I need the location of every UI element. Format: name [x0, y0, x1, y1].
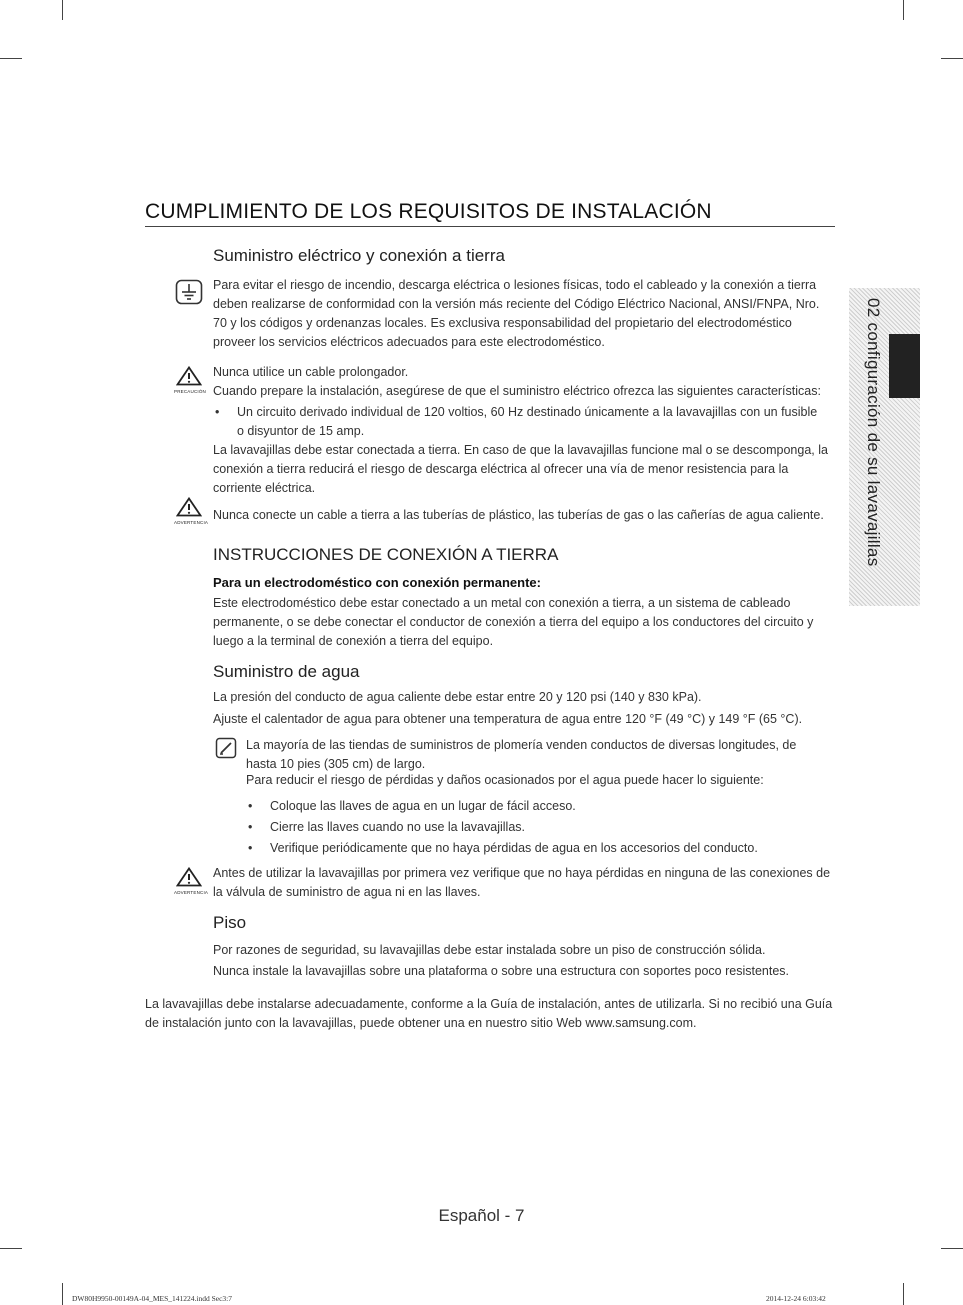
note-text-1: La mayoría de las tiendas de suministros de plomería venden conductos de diversas longitudes, de hasta 10 pies (305 cm) de largo. [246, 738, 797, 771]
section-heading-electrical: Suministro eléctrico y conexión a tierra [213, 246, 505, 265]
warning-triangle-icon [176, 497, 202, 517]
page-number: Español - 7 [438, 1206, 525, 1225]
chapter-tab-label: 02 configuración de su lavavajillas [864, 298, 883, 567]
floor-text-2: Nunca instale la lavavajillas sobre una plataforma o sobre una estructura con soportes poco resistentes. [213, 964, 790, 978]
grounding-instructions: Este electrodoméstico debe estar conectado a un metal con conexión a tierra, a un sistema de cableado permanente, o se debe conectar el conductor de conexión a tierra del equipo a los conductores del circuito y luego a la terminal de conexión a tierra del equipo. [213, 596, 814, 648]
caution-label: PRECAUCIÓN [174, 389, 207, 394]
warning-text: Nunca conecte un cable a tierra a las tuberías de plástico, las tuberías de gas o las cañerías de agua caliente. [213, 508, 824, 522]
caution-text-2: Cuando prepare la instalación, asegúrese de que el suministro eléctrico ofrezca las siguientes características: [213, 384, 821, 398]
ground-icon [175, 279, 203, 305]
water-pressure-text: La presión del conducto de agua caliente debe estar entre 20 y 120 psi (140 y 830 kPa). [213, 690, 702, 704]
crop-mark [903, 1283, 904, 1305]
print-file-info: DW80H9950-00149A-04_MES_141224.indd Sec3:7 [72, 1294, 232, 1303]
crop-mark [0, 58, 22, 59]
electrical-intro: Para evitar el riesgo de incendio, descarga eléctrica o lesiones físicas, todo el cableado y la conexión a tierra deben realizarse de conformidad con la versión más reciente del Código Eléctrico Nacional, ANSI/FNPA, Nro. 70 y los códigos y ordenanzas locales. Es exclusiva responsabilidad del propietario del electrodoméstico proveer los servicios eléctricos adecuados para este electrodoméstico. [213, 278, 820, 349]
closing-paragraph: La lavavajillas debe instalarse adecuadamente, conforme a la Guía de instalación, antes de utilizarla. Si no recibió una Guía de instalación junto con la lavavajillas, puede obtener una en nuestro sitio Web www.samsung.com. [145, 997, 833, 1030]
grounding-text: La lavavajillas debe estar conectada a tierra. En caso de que la lavavajillas funcione mal o se descomponga, la conexión a tierra reducirá el riesgo de descarga eléctrica al ofrecer una vía de menor resistencia para la corriente eléctrica. [213, 443, 828, 495]
crop-mark [62, 0, 63, 20]
note-text-2: Para reducir el riesgo de pérdidas y daños ocasionados por el agua puede hacer lo siguiente: [246, 773, 764, 787]
list-item: • Verifique periódicamente que no haya pérdidas de agua en los accesorios del conducto. [270, 839, 820, 858]
warning-triangle-icon [176, 867, 202, 887]
list-item: • Un circuito derivado individual de 120 voltios, 60 Hz destinado únicamente a la lavavajillas con un fusible o disyuntor de 15 amp. [237, 403, 822, 441]
water-temperature-text: Ajuste el calentador de agua para obtener una temperatura de agua entre 120 °F (49 °C) y 149 °F (65 °C). [213, 712, 803, 726]
floor-text-1: Por razones de seguridad, su lavavajillas debe estar instalada sobre un piso de construcción sólida. [213, 943, 766, 957]
warning-label: ADVERTENCIA [174, 520, 209, 525]
crop-mark [903, 0, 904, 20]
crop-mark [941, 1248, 963, 1249]
page-title: CUMPLIMIENTO DE LOS REQUISITOS DE INSTALACIÓN [145, 200, 835, 227]
warning-label: ADVERTENCIA [174, 890, 209, 895]
crop-mark [0, 1248, 22, 1249]
section-heading-water: Suministro de agua [213, 662, 360, 681]
crop-mark [62, 1283, 63, 1305]
crop-mark [941, 58, 963, 59]
list-item: • Cierre las llaves cuando no use la lavavajillas. [270, 818, 820, 837]
caution-text-1: Nunca utilice un cable prolongador. [213, 365, 409, 379]
section-heading-grounding: INSTRUCCIONES DE CONEXIÓN A TIERRA [213, 545, 559, 564]
warning-triangle-icon [176, 366, 202, 386]
grounding-subheading: Para un electrodoméstico con conexión permanente: [213, 575, 541, 590]
water-warning-text: Antes de utilizar la lavavajillas por primera vez verifique que no haya pérdidas en ninguna de las conexiones de la válvula de suministro de agua ni en las llaves. [213, 866, 831, 899]
print-timestamp: 2014-12-24 6:03:42 [766, 1294, 826, 1303]
list-item: • Coloque las llaves de agua en un lugar de fácil acceso. [270, 797, 820, 816]
chapter-tab-marker [889, 334, 920, 398]
note-pencil-icon [215, 737, 237, 759]
section-heading-floor: Piso [213, 913, 247, 932]
